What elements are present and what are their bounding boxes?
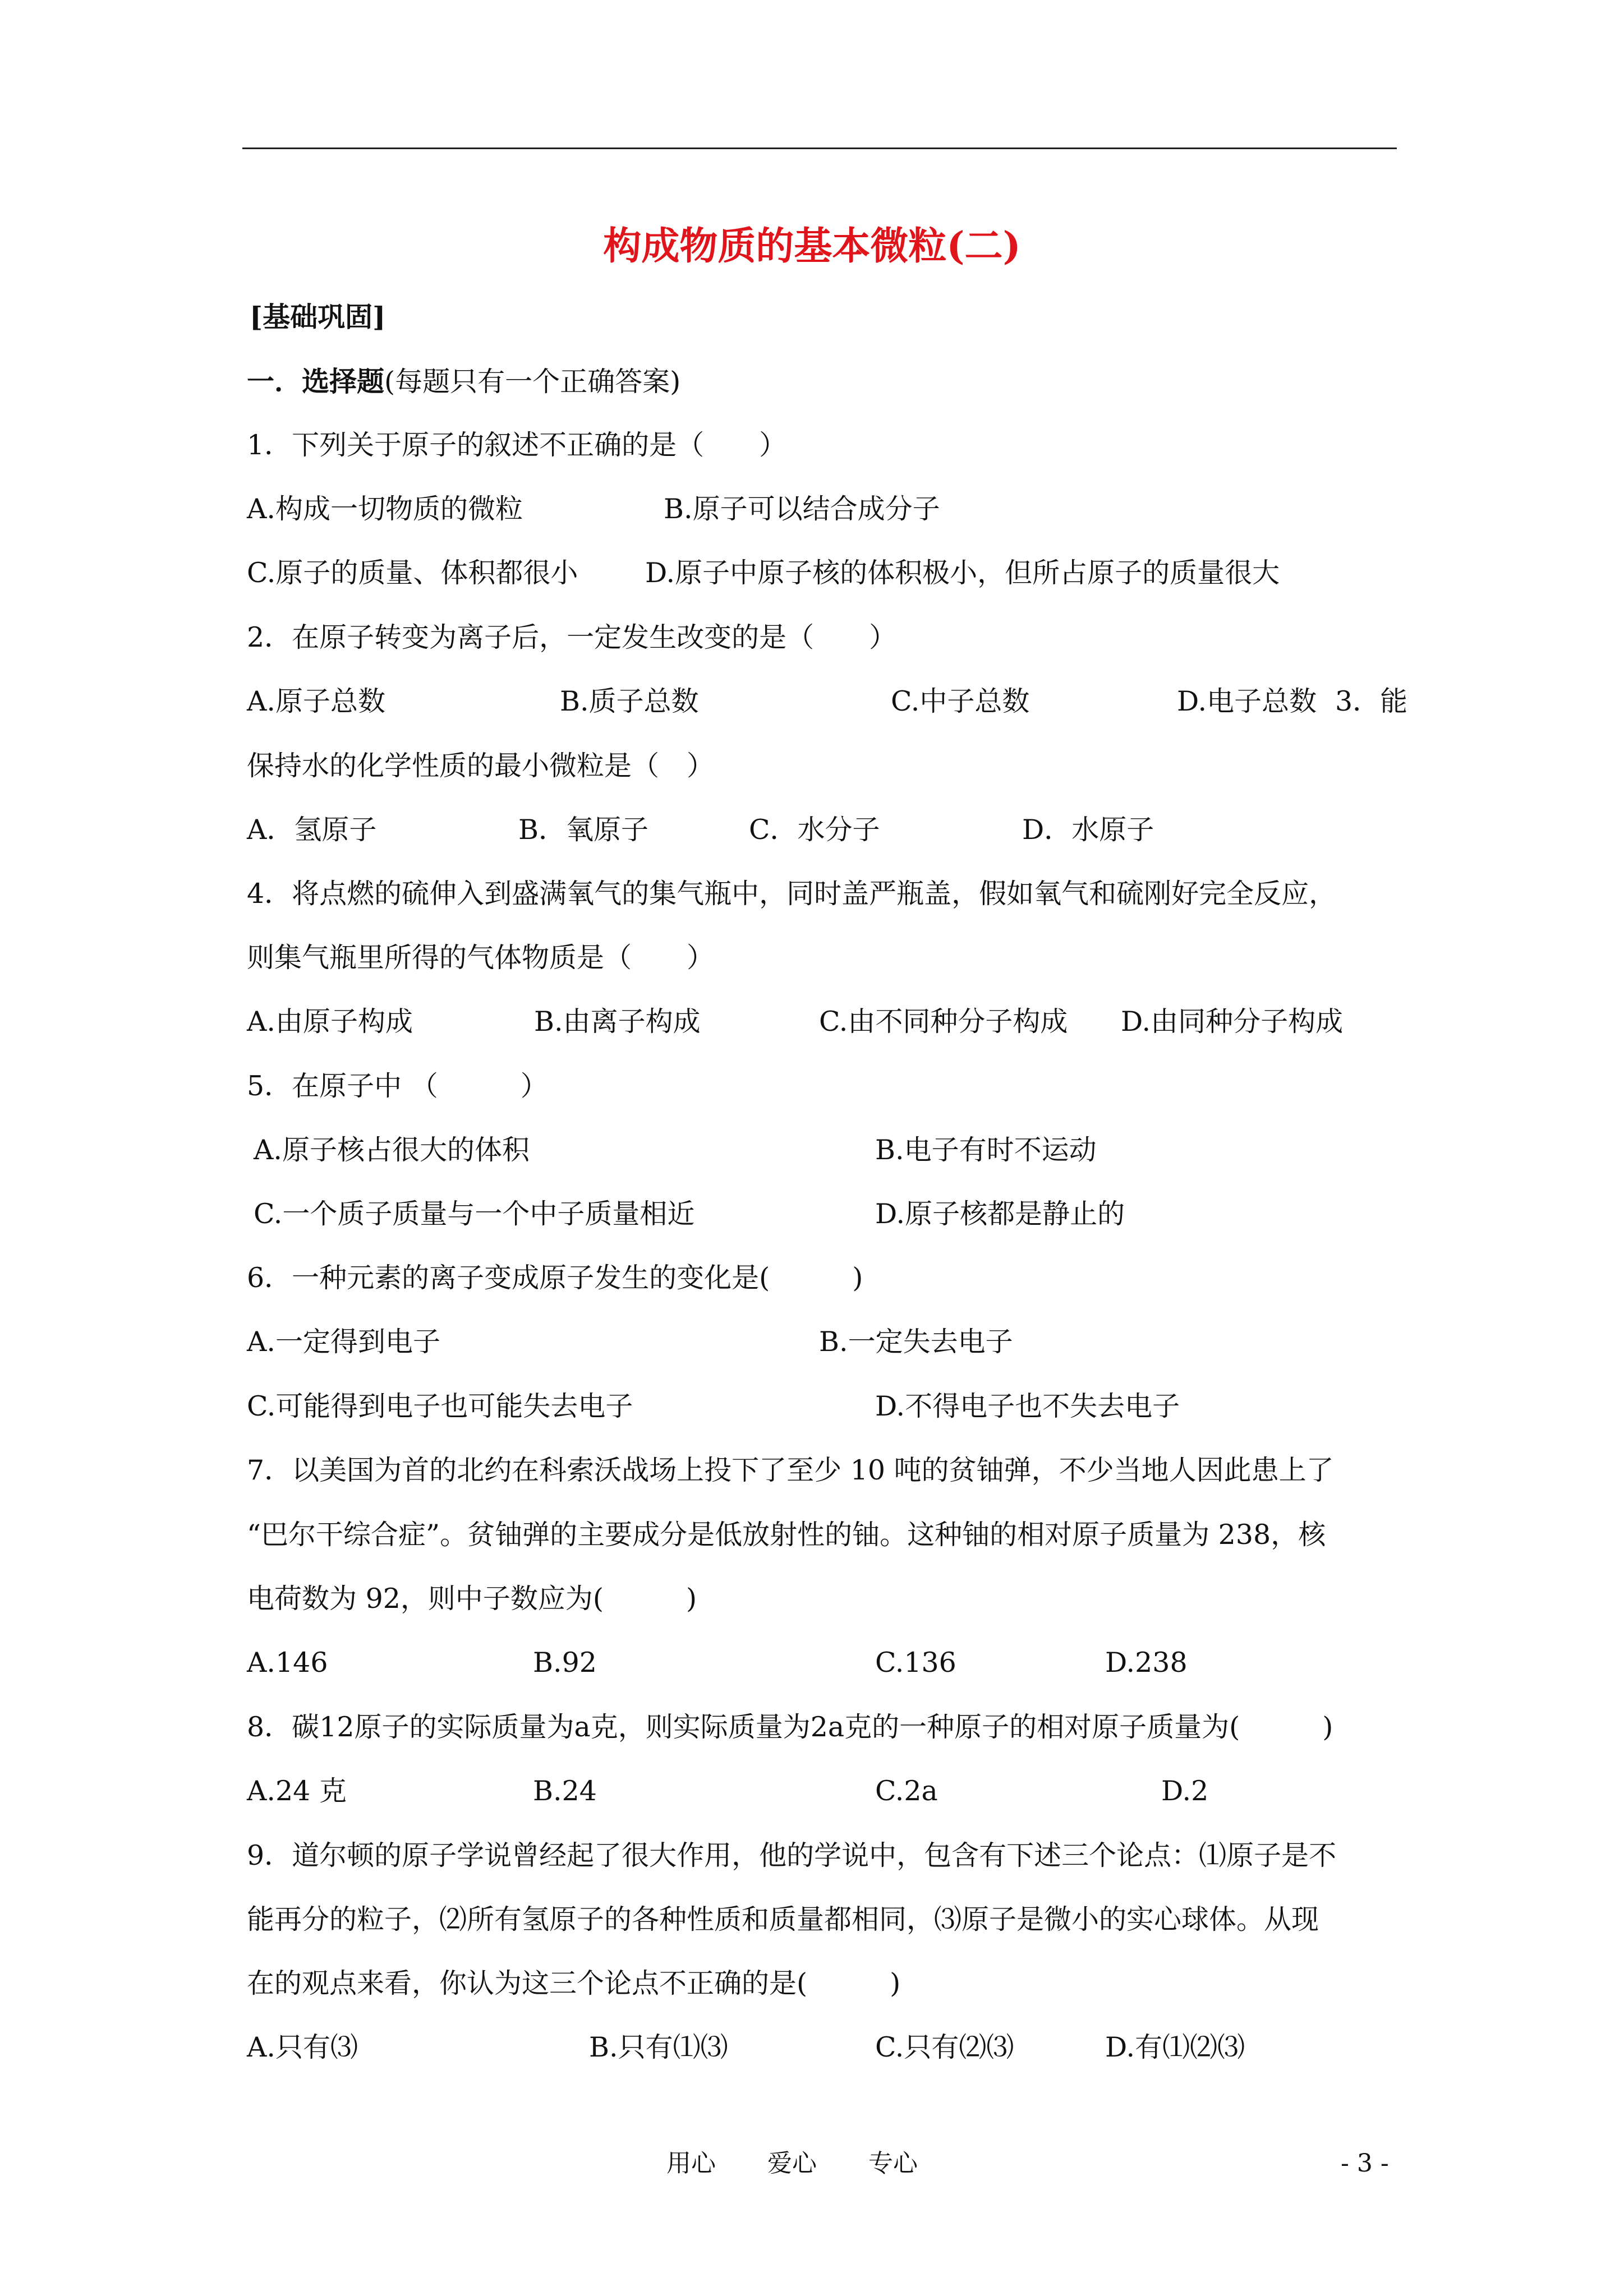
question-1-stem: 1．下列关于原子的叙述不正确的是（ ） (247, 429, 787, 461)
part-heading (247, 363, 680, 400)
question-7-stem-line2: “巴尔干综合症”。贫铀弹的主要成分是低放射性的铀。这种铀的相对原子质量为 238，核 (247, 1519, 1326, 1551)
footer-text-middle: 爱心 (767, 2149, 817, 2178)
question-5-stem: 5．在原子中 （ ） (247, 1070, 548, 1102)
question-6-stem: 6．一种元素的离子变成原子发生的变化是( ) (247, 1262, 863, 1294)
question-9-stem-line3: 在的观点来看，你认为这三个论点不正确的是( ) (247, 1967, 901, 1999)
footer-text-left: 用心 (666, 2149, 716, 2178)
question-3-option-c: C．水分子 (749, 814, 880, 846)
question-3-option-a: A．氢原子 (247, 814, 377, 846)
question-1-option-c: C.原子的质量、体积都很小 (247, 557, 578, 589)
question-9-option-c: C.只有⑵⑶ (875, 2031, 1014, 2063)
question-6-option-b: B.一定失去电子 (819, 1326, 1013, 1358)
question-4-stem: 4．将点燃的硫伸入到盛满氧气的集气瓶中，同时盖严瓶盖，假如氧气和硫刚好完全反应， (247, 878, 1337, 910)
question-8-option-c: C.2a (875, 1775, 938, 1807)
question-8-stem: 8．碳12原子的实际质量为a克，则实际质量为2a克的一种原子的相对原子质量为( ) (247, 1711, 1333, 1743)
section-heading: [基础巩固] (250, 301, 386, 333)
page-title: 构成物质的基本微粒(二) (603, 224, 1021, 269)
question-9-option-a: A.只有⑶ (247, 2031, 358, 2063)
question-6-option-d: D.不得电子也不失去电子 (875, 1390, 1180, 1422)
part-heading-note: (每题只有一个正确答案) (384, 366, 681, 398)
question-4-option-a: A.由原子构成 (247, 1006, 413, 1038)
question-4-stem-line2: 则集气瓶里所得的气体物质是（ ） (247, 942, 715, 974)
question-3-stem: 保持水的化学性质的最小微粒是（ ） (247, 750, 715, 782)
question-9-option-d: D.有⑴⑵⑶ (1105, 2031, 1245, 2063)
question-5-option-d: D.原子核都是静止的 (875, 1198, 1125, 1230)
question-2-option-c: C.中子总数 (891, 685, 1030, 717)
question-7-stem-line3: 电荷数为 92，则中子数应为( ) (247, 1583, 697, 1615)
question-7-option-a: A.146 (247, 1647, 328, 1679)
question-5-option-c: C.一个质子质量与一个中子质量相近 (254, 1198, 695, 1230)
question-7-stem: 7．以美国为首的北约在科索沃战场上投下了至少 10 吨的贫铀弹，不少当地人因此患上了 (247, 1454, 1334, 1486)
header-rule (242, 147, 1397, 149)
question-3-stem-start: 3．能 (1335, 685, 1408, 717)
question-7-option-b: B.92 (533, 1647, 597, 1679)
question-2-option-b: B.质子总数 (560, 685, 699, 717)
question-6-option-a: A.一定得到电子 (247, 1326, 440, 1358)
question-3-option-d: D．水原子 (1022, 814, 1154, 846)
question-4-option-c: C.由不同种分子构成 (819, 1006, 1068, 1038)
footer-text-right: 专心 (868, 2149, 918, 2178)
question-1-option-d: D.原子中原子核的体积极小，但所占原子的质量很大 (645, 557, 1280, 589)
question-8-option-b: B.24 (533, 1775, 597, 1807)
question-6-option-c: C.可能得到电子也可能失去电子 (247, 1390, 633, 1422)
question-7-option-c: C.136 (875, 1647, 956, 1679)
question-1-option-b: B.原子可以结合成分子 (664, 493, 940, 525)
question-2-stem: 2．在原子转变为离子后，一定发生改变的是（ ） (247, 621, 897, 653)
question-8-option-a: A.24 克 (247, 1775, 347, 1807)
question-9-option-b: B.只有⑴⑶ (589, 2031, 728, 2063)
question-4-option-b: B.由离子构成 (534, 1006, 701, 1038)
question-5-option-b: B.电子有时不运动 (875, 1134, 1097, 1166)
question-3-option-b: B．氧原子 (518, 814, 649, 846)
page-number: - 3 - (1341, 2149, 1389, 2178)
question-9-stem: 9．道尔顿的原子学说曾经起了很大作用，他的学说中，包含有下述三个论点：⑴原子是不 (247, 1839, 1337, 1871)
question-2-option-a: A.原子总数 (247, 685, 385, 717)
question-4-option-d: D.由同种分子构成 (1121, 1006, 1344, 1038)
question-9-stem-line2: 能再分的粒子，⑵所有氢原子的各种性质和质量都相同，⑶原子是微小的实心球体。从现 (247, 1903, 1319, 1935)
question-7-option-d: D.238 (1105, 1647, 1188, 1679)
question-8-option-d: D.2 (1161, 1775, 1209, 1807)
question-2-option-d: D.电子总数 (1177, 685, 1317, 717)
part-heading-label: 一．选择题 (247, 365, 385, 398)
question-1-option-a: A.构成一切物质的微粒 (247, 493, 523, 525)
question-5-option-a: A.原子核占很大的体积 (254, 1134, 530, 1166)
